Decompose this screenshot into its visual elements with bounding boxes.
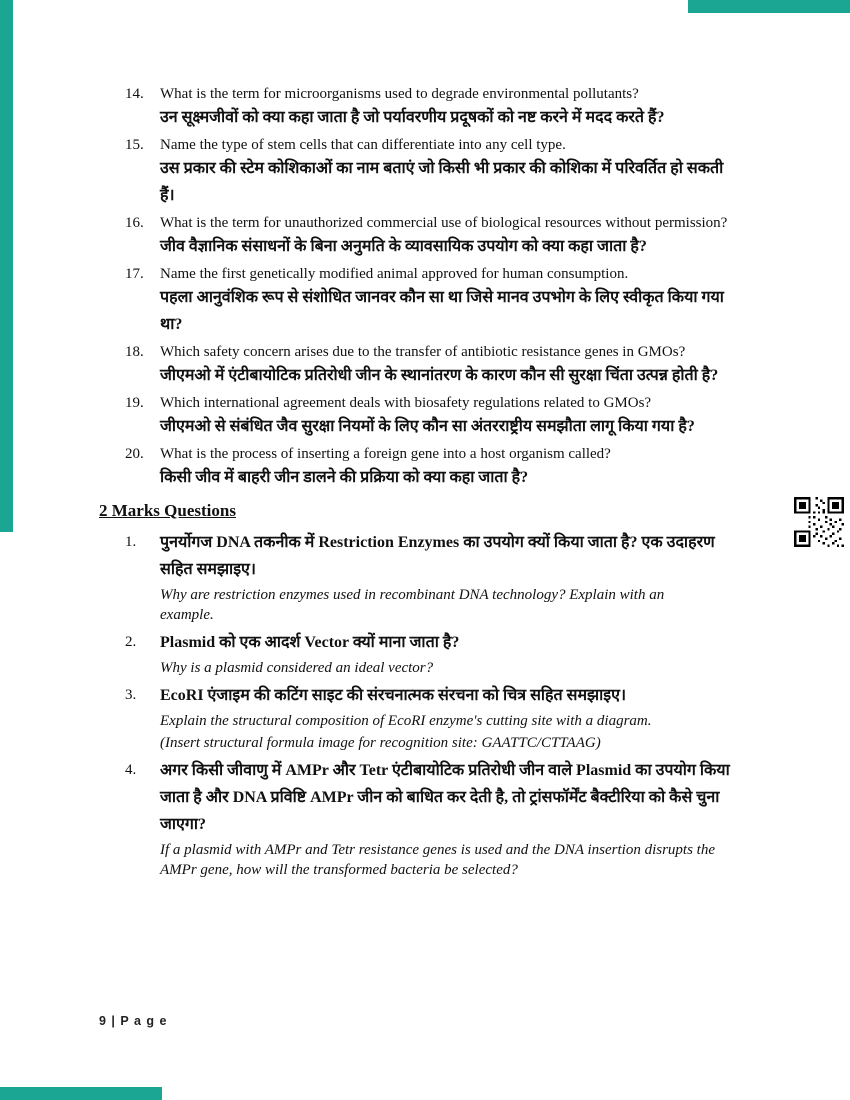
question-number: 2. bbox=[125, 634, 137, 650]
question-number: 16. bbox=[125, 215, 144, 231]
question-text-hi: Plasmid को एक आदर्श Vector क्यों माना जाता है? bbox=[160, 634, 460, 651]
question-number: 20. bbox=[125, 446, 144, 462]
question-text-hi: जीव वैज्ञानिक संसाधनों के बिना अनुमति के व्यावसायिक उपयोग को क्या कहा जाता है? bbox=[160, 238, 647, 255]
question-text-en: Why are restriction enzymes used in recombinant DNA technology? Explain with an example. bbox=[160, 587, 665, 623]
question-body bbox=[160, 444, 750, 491]
question-text-en: Name the first genetically modified animal approved for human consumption. bbox=[160, 266, 629, 282]
page-number-label: 9 | P a g e bbox=[99, 1014, 168, 1028]
question-text-en-note: (Insert structural formula image for recognition site: GAATTC/CTTAAG) bbox=[160, 735, 601, 751]
question-item bbox=[99, 264, 750, 338]
question-text-en: Name the type of stem cells that can differentiate into any cell type. bbox=[160, 137, 566, 153]
question-text-en: Explain the structural composition of EcoRI enzyme's cutting site with a diagram. bbox=[160, 713, 652, 729]
question-item bbox=[99, 444, 750, 491]
question-body bbox=[160, 757, 750, 880]
question-number: 19. bbox=[125, 395, 144, 411]
question-number: 18. bbox=[125, 344, 144, 360]
question-body bbox=[160, 682, 750, 753]
question-item bbox=[99, 393, 750, 440]
question-body bbox=[160, 264, 750, 338]
qr-code bbox=[794, 496, 844, 548]
question-text-hi: EcoRI एंजाइम की कटिंग साइट की संरचनात्मक संरचना को चित्र सहित समझाइए। bbox=[160, 687, 627, 704]
question-number: 3. bbox=[125, 687, 137, 703]
question-text-en: Which international agreement deals with biosafety regulations related to GMOs? bbox=[160, 395, 652, 411]
question-text-en: Why is a plasmid considered an ideal vector? bbox=[160, 660, 434, 676]
question-number: 4. bbox=[125, 762, 137, 778]
question-item bbox=[99, 342, 750, 389]
question-text-en: What is the term for microorganisms used to degrade environmental pollutants? bbox=[160, 86, 639, 102]
question-text-hi: अगर किसी जीवाणु में AMPr और Tetr एंटीबायोटिक प्रतिरोधी जीन वाले Plasmid का उपयोग किया जाता है और DNA प्रविष्टि AMPr जीन को बाधित कर देती है, तो ट्रांसफॉर्मेंट बैक्टीरिया को कैसे चुना जाएगा? bbox=[160, 762, 730, 833]
question-text-en: Which safety concern arises due to the transfer of antibiotic resistance genes in GMOs? bbox=[160, 344, 686, 360]
question-item bbox=[99, 529, 750, 625]
top-accent-bar bbox=[688, 0, 850, 13]
question-item bbox=[99, 629, 750, 678]
question-text-en: What is the process of inserting a foreign gene into a host organism called? bbox=[160, 446, 611, 462]
question-text-hi: उस प्रकार की स्टेम कोशिकाओं का नाम बताएं जो किसी भी प्रकार की कोशिका में परिवर्तित हो सकती हैं। bbox=[160, 160, 724, 204]
question-item bbox=[99, 135, 750, 209]
question-text-hi: पहला आनुवंशिक रूप से संशोधित जानवर कौन सा था जिसे मानव उपभोग के लिए स्वीकृत किया गया था? bbox=[160, 289, 724, 333]
question-item bbox=[99, 84, 750, 131]
one-mark-questions bbox=[99, 84, 750, 491]
question-body bbox=[160, 342, 750, 389]
two-mark-questions bbox=[99, 529, 750, 880]
question-text-en: If a plasmid with AMPr and Tetr resistance genes is used and the DNA insertion disrupts the AMPr gene, how will the transformed bacteria be selected? bbox=[160, 842, 715, 878]
question-body bbox=[160, 393, 750, 440]
question-text-hi: उन सूक्ष्मजीवों को क्या कहा जाता है जो पर्यावरणीय प्रदूषकों को नष्ट करने में मदद करते हैं? bbox=[160, 109, 665, 126]
question-item bbox=[99, 213, 750, 260]
question-text-en: What is the term for unauthorized commercial use of biological resources without permission? bbox=[160, 215, 728, 231]
question-item bbox=[99, 682, 750, 753]
question-item bbox=[99, 757, 750, 880]
content bbox=[99, 84, 750, 884]
question-number: 14. bbox=[125, 86, 144, 102]
left-accent-bar bbox=[0, 0, 13, 532]
question-number: 1. bbox=[125, 534, 137, 550]
question-number: 15. bbox=[125, 137, 144, 153]
question-text-hi: पुनर्योगज DNA तकनीक में Restriction Enzymes का उपयोग क्यों किया जाता है? एक उदाहरण सहित समझाइए। bbox=[160, 534, 715, 578]
question-text-hi: जीएमओ से संबंधित जैव सुरक्षा नियमों के लिए कौन सा अंतरराष्ट्रीय समझौता लागू किया गया है? bbox=[160, 418, 695, 435]
question-body bbox=[160, 629, 750, 678]
question-text-hi: जीएमओ में एंटीबायोटिक प्रतिरोधी जीन के स्थानांतरण के कारण कौन सी सुरक्षा चिंता उत्पन्न होती है? bbox=[160, 367, 719, 384]
section-heading-2-marks: 2 Marks Questions bbox=[99, 501, 236, 520]
question-body bbox=[160, 529, 750, 625]
bottom-accent-bar bbox=[0, 1087, 162, 1100]
question-body bbox=[160, 135, 750, 209]
question-number: 17. bbox=[125, 266, 144, 282]
question-body bbox=[160, 84, 750, 131]
page-footer bbox=[99, 1014, 167, 1028]
question-text-hi: किसी जीव में बाहरी जीन डालने की प्रक्रिया को क्या कहा जाता है? bbox=[160, 469, 529, 486]
question-body bbox=[160, 213, 750, 260]
